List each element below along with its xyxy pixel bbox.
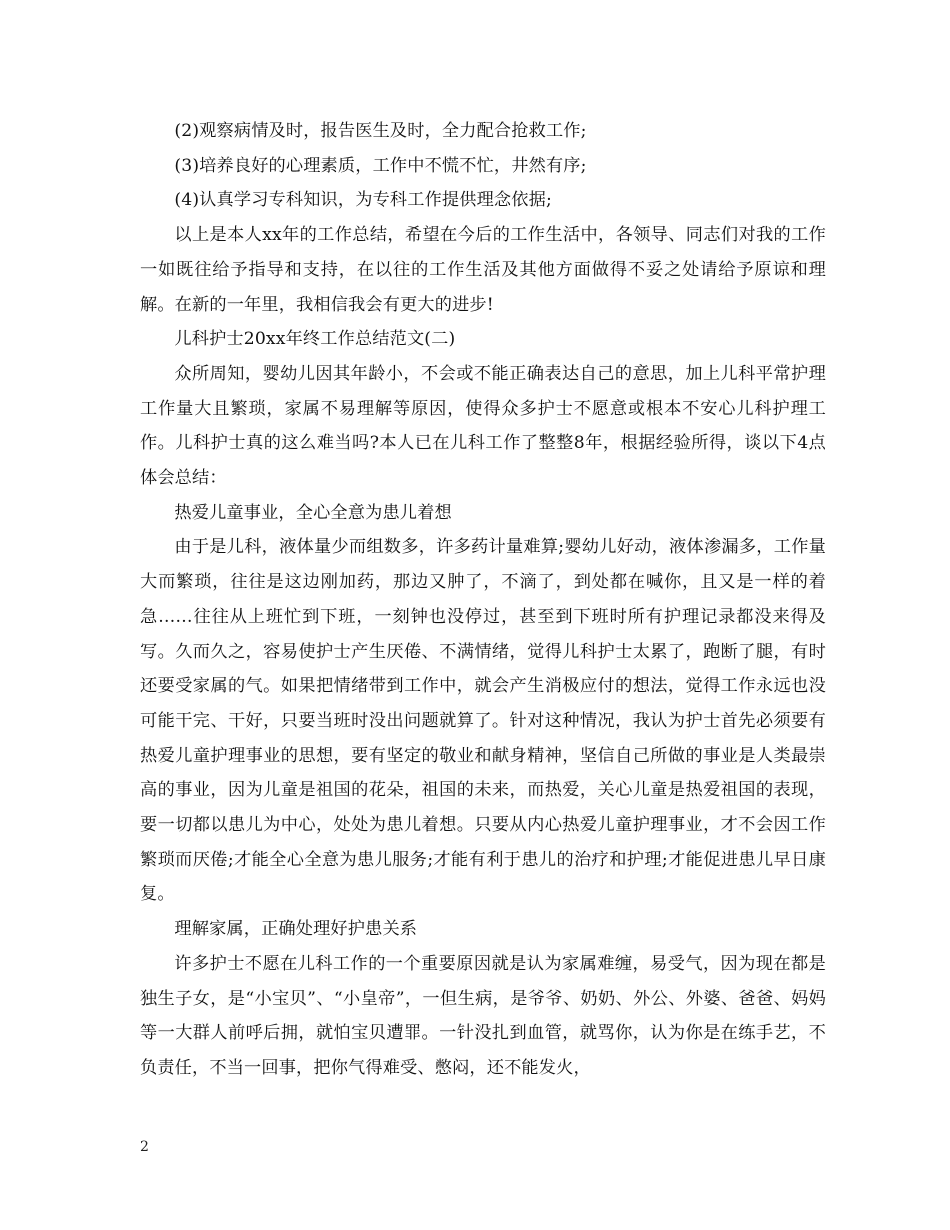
intro-paragraph: 众所周知，婴幼儿因其年龄小，不会或不能正确表达自己的意思，加上儿科平常护理工作量大且繁琐，家属不易理解等原因，使得众多护士不愿意或根本不安心儿科护理工作。儿科护士真的这么难当吗?本人已在儿科工作了整整8年，根据经验所得，谈以下4点体会总结： [140, 363, 826, 489]
list-item-psychological-quality: (3)培养良好的心理素质，工作中不慌不忙，井然有序; [174, 155, 587, 176]
list-item-study-knowledge: (4)认真学习专科知识，为专科工作提供理念依据; [174, 190, 552, 211]
body-paragraph-understand-family: 许多护士不愿在儿科工作的一个重要原因就是认为家属难缠，易受气，因为现在都是独生子女，是“小宝贝”、“小皇帝”，一但生病，是爷爷、奶奶、外公、外婆、爸爸、妈妈等一大群人前呼后拥，就怕宝贝遭罪。一针没扎到血管，就骂你，认为你是在练手艺，不负责任，不当一回事，把你气得难受、憋闷，还不能发火， [140, 953, 826, 1078]
list-item-observe-condition: (2)观察病情及时，报告医生及时，全力配合抢救工作; [174, 121, 587, 141]
page-number: 2 [140, 1139, 149, 1155]
summary-paragraph: 以上是本人xx年的工作总结，希望在今后的工作生活中，各领导、同志们对我的工作一如既往给予指导和支持，在以往的工作生活及其他方面做得不妥之处请给予原谅和理解。在新的一年里，我相信我会有更大的进步! [140, 225, 826, 315]
section-title: 儿科护士20xx年终工作总结范文(二) [174, 329, 456, 350]
body-paragraph-love-children: 由于是儿科，液体量少而组数多，许多药计量难算;婴幼儿好动，液体渗漏多，工作量大而繁琐，往往是这边刚加药，那边又肿了，不滴了，到处都在喊你，且又是一样的着急……往往从上班忙到下班，一刻钟也没停过，甚至到下班时所有护理记录都没来得及写。久而久之，容易使护士产生厌倦、不满情绪，觉得儿科护士太累了，跑断了腿，有时还要受家属的气。如果把情绪带到工作中，就会产生消极应付的想法，觉得工作永远也没可能干完、干好，只要当班时没出问题就算了。针对这种情况，我认为护士首先必须要有热爱儿童护理事业的思想，要有坚定的敬业和献身精神，坚信自己所做的事业是人类最崇高的事业，因为儿童是祖国的花朵，祖国的未来，而热爱，关心儿童是热爱祖国的表现，要一切都以患儿为中心，处处为患儿着想。只要从内心热爱儿童护理事业，才不会因工作繁琐而厌倦;才能全心全意为患儿服务;才能有利于患儿的治疗和护理;才能促进患儿早日康复。 [140, 537, 826, 905]
document-body [140, 114, 826, 1086]
subheading-understand-family: 理解家属，正确处理好护患关系 [174, 919, 418, 940]
subheading-love-children: 热爱儿童事业，全心全意为患儿着想 [174, 502, 452, 523]
